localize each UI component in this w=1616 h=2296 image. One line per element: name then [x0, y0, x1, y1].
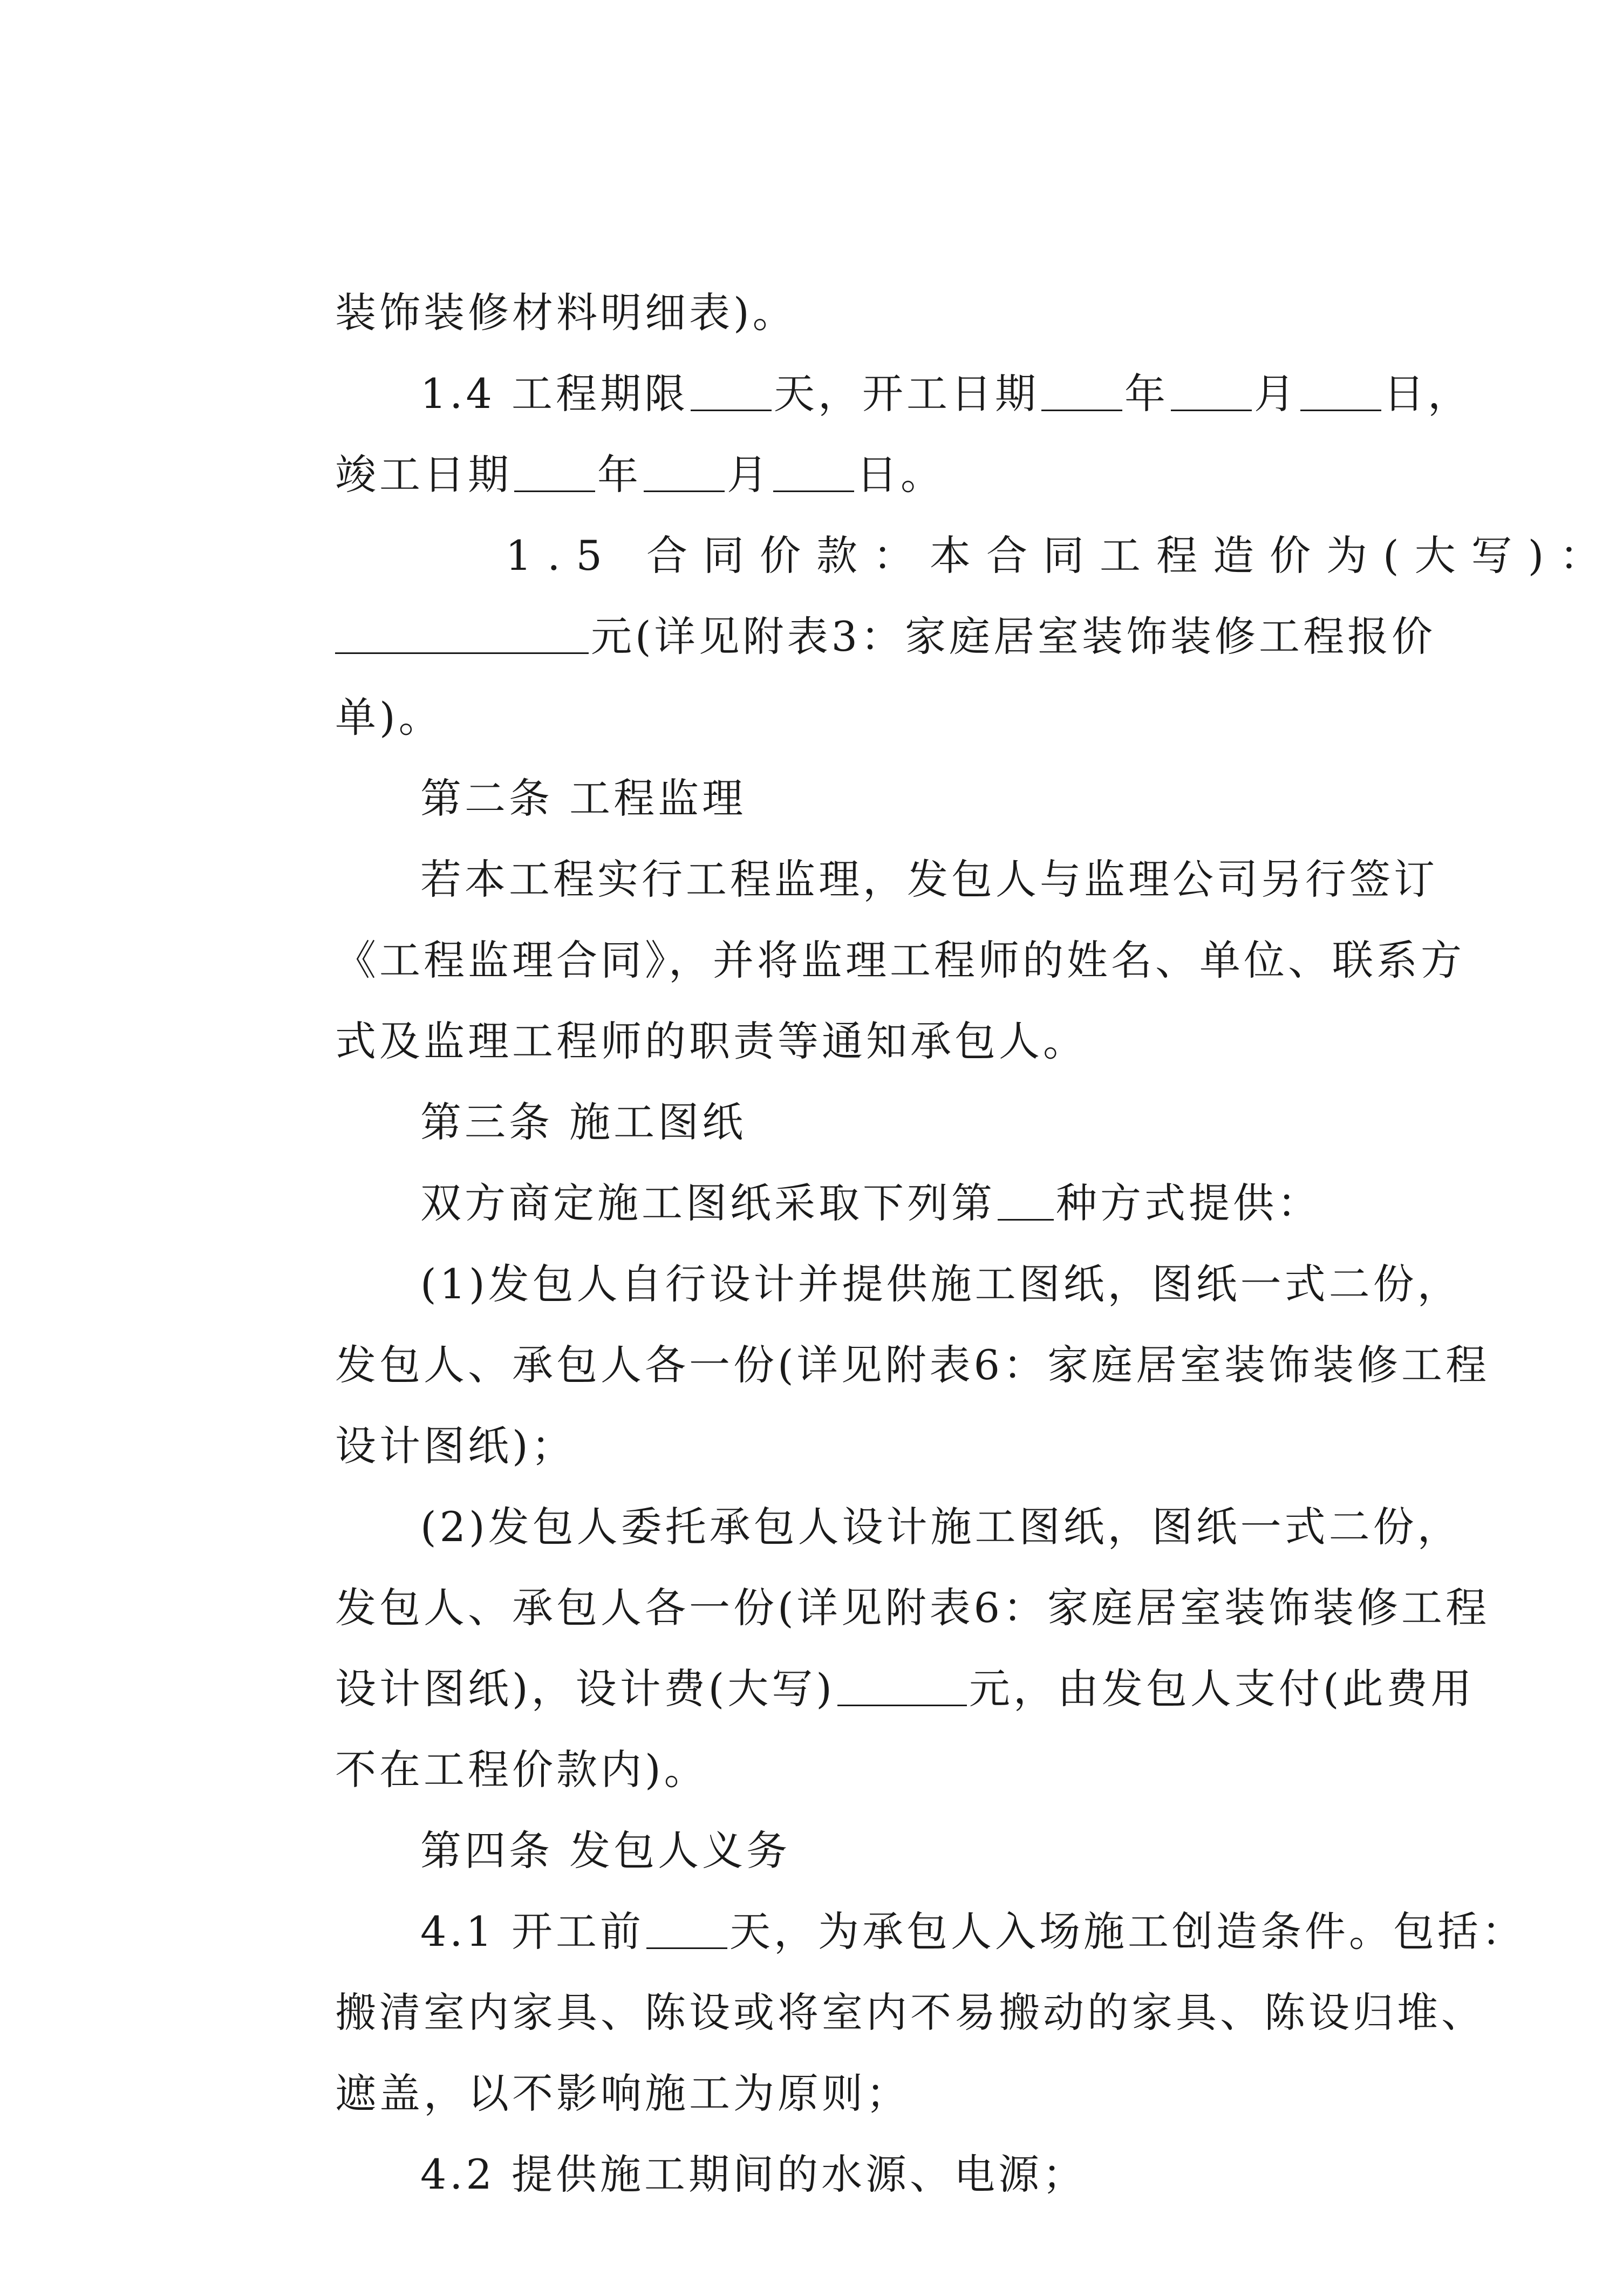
fill-blank[interactable]	[998, 1186, 1054, 1221]
text-line: 《工程监理合同》，并将监理工程师的姓名、单位、联系方	[335, 936, 1465, 984]
fill-blank[interactable]	[1171, 376, 1252, 411]
text-line: 元(详见附表3：家庭居室装饰装修工程报价	[237, 515, 1338, 596]
text-line: 设计图纸)，设计费(大写) 元，由发包人支付(此费用	[335, 1665, 1475, 1713]
text-line: 单)。	[335, 693, 443, 741]
clause-1-5-line: 1.5 合同价款：本合同工程造价为(大写)：	[505, 532, 1616, 580]
text-line: (1)发包人自行设计并提供施工图纸，图纸一式二份，	[420, 1260, 1462, 1308]
text-line: 式及监理工程师的职责等通知承包人。	[335, 1017, 1087, 1065]
text-line: 遮盖，以不影响施工为原则；	[335, 2069, 910, 2117]
text-line: 若本工程实行工程监理，发包人与监理公司另行签订	[420, 855, 1438, 903]
clause-1-4-line: 1.4 工程期限 天，开工日期 年 月 日，	[420, 370, 1472, 418]
text-line: 搬清室内家具、陈设或将室内不易搬动的家具、陈设归堆、	[335, 1988, 1485, 2036]
text-line: 发包人、承包人各一份(详见附表6：家庭居室装饰装修工程	[335, 1341, 1490, 1389]
fill-blank[interactable]	[773, 457, 854, 492]
text-line: 4.2 提供施工期间的水源、电源；	[420, 2150, 1087, 2198]
document-body	[237, 192, 1616, 2198]
text-line: 双方商定施工图纸采取下列第 种方式提供：	[420, 1179, 1321, 1227]
section-heading: 第二条 工程监理	[420, 774, 747, 822]
fill-blank[interactable]	[837, 1671, 967, 1706]
fill-blank[interactable]	[646, 1914, 727, 1949]
text-line: 装饰装修材料明细表)。	[335, 289, 797, 337]
fill-blank[interactable]	[1041, 376, 1122, 411]
section-heading: 第四条 发包人义务	[420, 1827, 791, 1875]
fill-blank[interactable]	[514, 457, 595, 492]
fill-blank[interactable]	[644, 457, 725, 492]
text-line: 设计图纸)；	[335, 1422, 576, 1470]
text-line: 发包人、承包人各一份(详见附表6：家庭居室装饰装修工程	[335, 1584, 1490, 1632]
text-line: 不在工程价款内)。	[335, 1746, 708, 1794]
text-line: 竣工日期 年 月 日。	[335, 451, 945, 499]
fill-blank[interactable]	[335, 619, 589, 654]
fill-blank[interactable]	[1300, 376, 1381, 411]
fill-blank[interactable]	[691, 376, 772, 411]
section-heading: 第三条 施工图纸	[420, 1098, 747, 1146]
text-line: 4.1 开工前 天，为承包人入场施工创造条件。包括：	[420, 1907, 1526, 1956]
text-line: (2)发包人委托承包人设计施工图纸，图纸一式二份，	[420, 1503, 1462, 1551]
